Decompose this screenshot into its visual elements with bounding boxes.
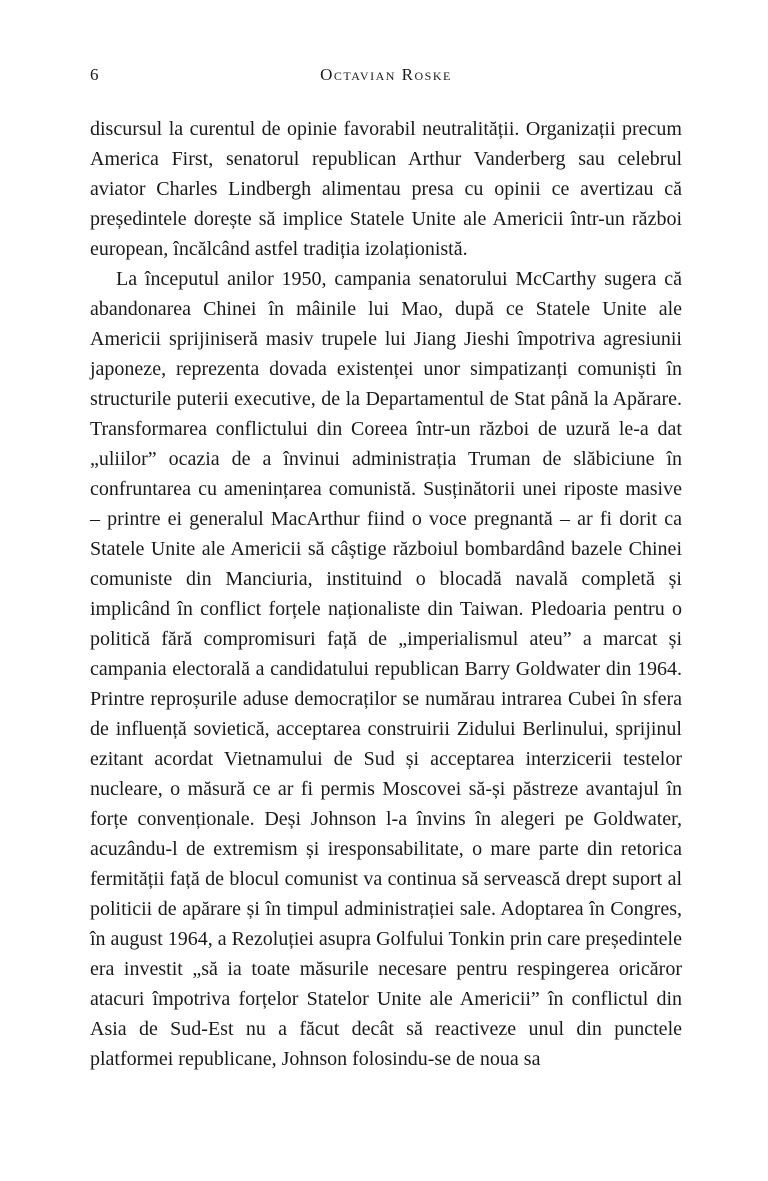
paragraph: La începutul anilor 1950, campania senatorului McCarthy sugera că abandonarea Chinei în mâinile lui Mao, după ce Statele Unite ale Americii sprijiniseră masiv trupele lui Jiang Jieshi împotriva agresiunii japoneze, reprezenta dovada existenței unor simpatizanți comuniști în structurile puterii executive, de la Departamentul de Stat până la Apărare. Transformarea conflictului din Coreea într-un război de uzură le-a dat „uliilor” ocazia de a învinui administrația Truman de slăbiciune în confruntarea cu amenințarea comunistă. Susținătorii unei riposte masive – printre ei generalul MacArthur fiind o voce pregnantă – ar fi dorit ca Statele Unite ale Americii să câștige războiul bombardând bazele Chinei comuniste din Manciuria, instituind o blocadă navală completă și implicând în conflict forțele naționaliste din Taiwan. Pledoaria pentru o politică fără compromisuri față de „imperialismul ateu” a marcat și campania electorală a candidatului republican Barry Goldwater din 1964. Printre reproșurile aduse democraților se numărau intrarea Cubei în sfera de influență sovietică, acceptarea construirii Zidului Berlinului, sprijinul ezitant acordat Vietnamului de Sud și acceptarea interzicerii testelor nucleare, o măsură ce ar fi permis Moscovei să-și păstreze avantajul în forțe convenționale. Deși Johnson l-a învins în alegeri pe Goldwater, acuzându-l de extremism și iresponsabilitate, o mare parte din retorica fermității față de blocul comunist va continua să servească drept suport al politicii de apărare și în timpul administrației sale. Adoptarea în Congres, în august 1964, a Rezoluției asupra Golfului Tonkin prin care președintele era investit „să ia toate măsurile necesare pentru respingerea oricăror atacuri împotriva forțelor Statelor Unite ale Americii” în conflictul din Asia de Sud-Est nu a făcut decât să reactiveze unul din punctele platformei republicane, Johnson folosindu-se de noua sa bbox=[90, 268, 682, 1070]
running-header bbox=[90, 62, 682, 88]
page-number: 6 bbox=[90, 65, 99, 84]
body-text bbox=[90, 114, 682, 1074]
header-author: Octavian Roske bbox=[320, 65, 452, 84]
paragraph-continuation: discursul la curentul de opinie favorabil neutralității. Organizații precum America First, senatorul republican Arthur Vanderberg sau celebrul aviator Charles Lindbergh alimentau presa cu opinii ce avertizau că președintele dorește să implice Statele Unite ale Americii într-un război european, încălcând astfel tradiția izolaționistă. bbox=[90, 118, 682, 260]
